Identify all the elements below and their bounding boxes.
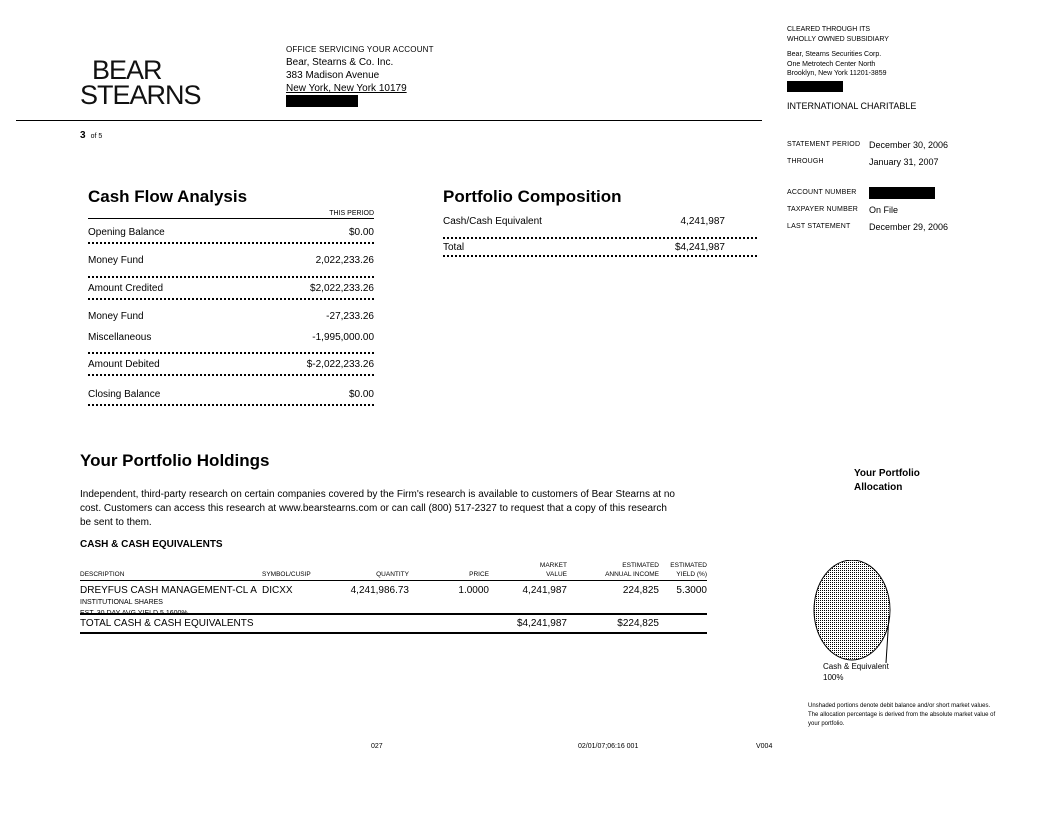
col-market-line2: VALUE bbox=[546, 571, 567, 578]
allocation-title-line1: Your Portfolio bbox=[854, 468, 920, 479]
composition-label: Cash/Cash Equivalent bbox=[443, 215, 542, 227]
col-income-line2: ANNUAL INCOME bbox=[605, 571, 659, 578]
allocation-legend bbox=[823, 661, 889, 683]
col-price: PRICE bbox=[469, 571, 489, 578]
col-market-line1: MARKET bbox=[539, 562, 567, 569]
portfolio-composition-title: Portfolio Composition bbox=[443, 187, 622, 206]
col-yield bbox=[670, 561, 707, 579]
office-line-1: Bear, Stearns & Co. Inc. bbox=[286, 57, 394, 68]
account-number-label: ACCOUNT NUMBER bbox=[787, 189, 857, 196]
amount-debited-row bbox=[88, 352, 374, 376]
col-description: DESCRIPTION bbox=[80, 571, 125, 578]
clearing-line-1: CLEARED THROUGH ITS bbox=[787, 26, 871, 33]
last-statement-value: December 29, 2006 bbox=[869, 221, 949, 232]
holding-annual-income: 224,825 bbox=[622, 585, 659, 596]
holdings-table bbox=[80, 560, 707, 634]
composition-total-value: $4,241,987 bbox=[674, 241, 725, 253]
footer-right: V004 bbox=[756, 743, 773, 750]
money-fund-credit-row bbox=[88, 244, 374, 276]
money-fund-value: -27,233.26 bbox=[326, 310, 374, 322]
cash-equivalents-heading: CASH & CASH EQUIVALENTS bbox=[80, 539, 223, 550]
redaction-bar bbox=[869, 187, 935, 199]
page-total: of 5 bbox=[90, 133, 103, 140]
holdings-total-market: $4,241,987 bbox=[516, 618, 567, 629]
opening-value: $0.00 bbox=[348, 226, 374, 238]
office-line-2: 383 Madison Avenue bbox=[286, 70, 380, 81]
portfolio-composition-table bbox=[443, 213, 757, 257]
col-income-line1: ESTIMATED bbox=[622, 562, 659, 569]
portfolio-holdings-title: Your Portfolio Holdings bbox=[80, 451, 270, 470]
holding-sub-2: EST. 30 DAY AVG YIELD 5.1600% bbox=[80, 610, 188, 617]
through-value: January 31, 2007 bbox=[869, 156, 939, 167]
money-fund-label: Money Fund bbox=[88, 310, 144, 322]
holding-name: DREYFUS CASH MANAGEMENT-CL A bbox=[80, 585, 257, 596]
composition-total-row bbox=[443, 239, 757, 257]
allocation-pie-chart bbox=[812, 560, 892, 664]
clearing-line-5: Brooklyn, New York 11201-3859 bbox=[787, 70, 887, 77]
debited-value: $-2,022,233.26 bbox=[306, 358, 374, 370]
composition-row bbox=[443, 213, 757, 229]
misc-value: -1,995,000.00 bbox=[312, 331, 374, 343]
statement-info bbox=[787, 136, 948, 235]
allocation-slice-label: Cash & Equivalent bbox=[823, 662, 889, 671]
cash-flow-table bbox=[88, 210, 374, 406]
holding-market-value: 4,241,987 bbox=[522, 585, 567, 596]
holdings-header bbox=[80, 560, 707, 581]
clearing-line-4: One Metrotech Center North bbox=[787, 60, 876, 68]
holdings-total-label: TOTAL CASH & CASH EQUIVALENTS bbox=[80, 618, 254, 629]
account-name: INTERNATIONAL CHARITABLE bbox=[787, 101, 917, 111]
cash-flow-title: Cash Flow Analysis bbox=[88, 187, 248, 206]
footer-left: 027 bbox=[371, 743, 383, 750]
pie-slice-cash bbox=[814, 560, 890, 660]
clearing-info bbox=[787, 25, 889, 95]
col-symbol: SYMBOL/CUSIP bbox=[262, 571, 311, 578]
footer-timestamp: 02/01/07;06:16 001 bbox=[578, 743, 639, 750]
holdings-total-row bbox=[80, 615, 707, 634]
last-statement-label: LAST STATEMENT bbox=[787, 223, 851, 230]
closing-balance-row bbox=[88, 384, 374, 406]
debited-label: Amount Debited bbox=[88, 358, 160, 370]
col-yield-line1: ESTIMATED bbox=[670, 562, 707, 569]
office-address bbox=[286, 43, 434, 111]
composition-total-label: Total bbox=[443, 241, 465, 253]
closing-value: $0.00 bbox=[348, 388, 374, 400]
holding-price: 1.0000 bbox=[458, 585, 489, 596]
holding-row bbox=[80, 581, 707, 615]
logo-line-2: STEARNS bbox=[80, 80, 201, 110]
holding-symbol: DICXX bbox=[262, 585, 293, 596]
misc-label: Miscellaneous bbox=[88, 331, 152, 343]
credited-label: Amount Credited bbox=[88, 282, 164, 294]
holding-sub-1: INSTITUTIONAL SHARES bbox=[80, 599, 163, 606]
money-fund-debit-row bbox=[88, 306, 374, 326]
allocation-title bbox=[854, 467, 920, 495]
redaction-bar bbox=[286, 95, 358, 107]
this-period-header: THIS PERIOD bbox=[88, 210, 374, 219]
holding-description bbox=[80, 585, 257, 618]
holding-yield: 5.3000 bbox=[676, 585, 707, 596]
col-market-value bbox=[540, 561, 567, 579]
credited-value: $2,022,233.26 bbox=[310, 282, 374, 294]
holding-quantity: 4,241,986.73 bbox=[350, 585, 409, 596]
col-annual-income bbox=[605, 561, 659, 579]
page-current: 3 bbox=[80, 130, 86, 141]
composition-value: 4,241,987 bbox=[680, 215, 725, 227]
allocation-slice-percent: 100% bbox=[823, 673, 844, 682]
office-caption: OFFICE SERVICING YOUR ACCOUNT bbox=[286, 45, 434, 54]
money-fund-value: 2,022,233.26 bbox=[315, 254, 374, 266]
opening-balance-row bbox=[88, 222, 374, 244]
page-number bbox=[80, 130, 102, 141]
clearing-line-2: WHOLLY OWNED SUBSIDIARY bbox=[787, 35, 889, 43]
allocation-note: Unshaded portions denote debit balance and/or short market values. The allocation percentage is derived from the absolute market value of your portfolio. bbox=[808, 703, 996, 727]
statement-period-label: STATEMENT PERIOD bbox=[787, 141, 861, 148]
taxpayer-label: TAXPAYER NUMBER bbox=[787, 206, 859, 213]
office-line-3: New York, New York 10179 bbox=[286, 83, 407, 94]
logo-line-1: BEAR bbox=[92, 55, 162, 85]
closing-label: Closing Balance bbox=[88, 388, 161, 400]
clearing-line-3: Bear, Stearns Securities Corp. bbox=[787, 51, 882, 58]
header-rule bbox=[16, 120, 762, 121]
col-yield-line2: YIELD (%) bbox=[676, 571, 707, 578]
allocation-title-line2: Allocation bbox=[854, 482, 903, 493]
money-fund-label: Money Fund bbox=[88, 254, 144, 266]
through-label: THROUGH bbox=[787, 158, 824, 165]
taxpayer-value: On File bbox=[869, 204, 899, 215]
col-quantity: QUANTITY bbox=[376, 571, 409, 578]
bear-stearns-logo bbox=[80, 55, 201, 110]
redaction-bar bbox=[787, 81, 843, 92]
holdings-total-income: $224,825 bbox=[617, 618, 659, 629]
opening-label: Opening Balance bbox=[88, 226, 165, 238]
miscellaneous-row bbox=[88, 326, 374, 348]
statement-period-value: December 30, 2006 bbox=[869, 139, 949, 150]
research-notice: Independent, third-party research on certain companies covered by the Firm's research is available to customers of Bear Stearns at no cost. Customers can access this research at www.bearstearns.com or can call (800) 517-2327 to request that a copy of this research be sent to them. bbox=[80, 489, 675, 528]
amount-credited-row bbox=[88, 276, 374, 300]
